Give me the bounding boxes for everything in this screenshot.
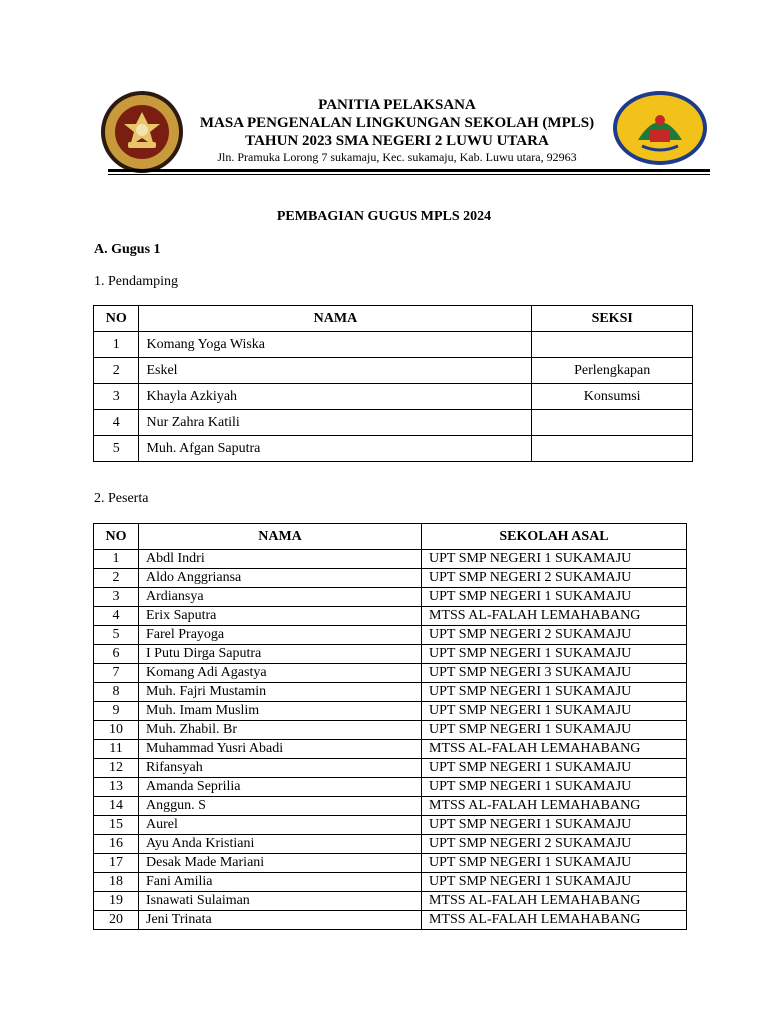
cell-sekolah-asal: UPT SMP NEGERI 3 SUKAMAJU [422, 664, 687, 683]
section-heading: A. Gugus 1 [94, 242, 161, 257]
cell-no: 5 [94, 626, 139, 645]
peserta-heading: 2. Peserta [94, 491, 149, 506]
cell-nama: Rifansyah [139, 759, 422, 778]
cell-seksi [532, 436, 693, 462]
pendamping-heading: 1. Pendamping [94, 274, 178, 289]
table-row [94, 778, 687, 797]
column-header-nama: NAMA [139, 524, 422, 550]
cell-nama: Desak Made Mariani [139, 854, 422, 873]
school-year-title: TAHUN 2023 SMA NEGERI 2 LUWU UTARA [245, 133, 549, 149]
school-address: Jln. Pramuka Lorong 7 sukamaju, Kec. sukamaju, Kab. Luwu utara, 92963 [217, 150, 577, 164]
document-title: PEMBAGIAN GUGUS MPLS 2024 [276, 209, 492, 224]
pendamping-table [93, 305, 693, 462]
cell-no: 2 [94, 358, 139, 384]
cell-sekolah-asal: MTSS AL-FALAH LEMAHABANG [422, 740, 687, 759]
cell-no: 8 [94, 683, 139, 702]
cell-nama: Muh. Zhabil. Br [139, 721, 422, 740]
cell-nama: Khayla Azkiyah [139, 384, 532, 410]
cell-no: 14 [94, 797, 139, 816]
cell-no: 19 [94, 892, 139, 911]
cell-nama: Ayu Anda Kristiani [139, 835, 422, 854]
cell-no: 20 [94, 911, 139, 930]
cell-sekolah-asal: UPT SMP NEGERI 2 SUKAMAJU [422, 569, 687, 588]
cell-nama: Abdl Indri [139, 550, 422, 569]
letterhead-divider-thick [108, 169, 710, 172]
peserta-table [93, 523, 687, 930]
cell-no: 4 [94, 607, 139, 626]
column-header-no: NO [94, 524, 139, 550]
table-row [94, 607, 687, 626]
cell-seksi: Perlengkapan [532, 358, 693, 384]
cell-sekolah-asal: UPT SMP NEGERI 1 SUKAMAJU [422, 645, 687, 664]
table-row [94, 436, 693, 462]
column-header-no: NO [94, 306, 139, 332]
cell-no: 7 [94, 664, 139, 683]
cell-seksi [532, 410, 693, 436]
table-row [94, 816, 687, 835]
cell-no: 1 [94, 332, 139, 358]
cell-sekolah-asal: MTSS AL-FALAH LEMAHABANG [422, 607, 687, 626]
table-row [94, 664, 687, 683]
cell-sekolah-asal: UPT SMP NEGERI 1 SUKAMAJU [422, 721, 687, 740]
event-title: MASA PENGENALAN LINGKUNGAN SEKOLAH (MPLS) [199, 115, 595, 131]
cell-no: 3 [94, 588, 139, 607]
cell-no: 6 [94, 645, 139, 664]
cell-sekolah-asal: UPT SMP NEGERI 1 SUKAMAJU [422, 816, 687, 835]
cell-no: 15 [94, 816, 139, 835]
cell-no: 18 [94, 873, 139, 892]
cell-no: 2 [94, 569, 139, 588]
cell-no: 16 [94, 835, 139, 854]
cell-no: 13 [94, 778, 139, 797]
cell-nama: Komang Yoga Wiska [139, 332, 532, 358]
cell-no: 9 [94, 702, 139, 721]
cell-nama: Komang Adi Agastya [139, 664, 422, 683]
cell-sekolah-asal: UPT SMP NEGERI 1 SUKAMAJU [422, 778, 687, 797]
table-row [94, 550, 687, 569]
cell-nama: Nur Zahra Katili [139, 410, 532, 436]
cell-sekolah-asal: MTSS AL-FALAH LEMAHABANG [422, 797, 687, 816]
column-header-seksi: SEKSI [532, 306, 693, 332]
table-row [94, 797, 687, 816]
cell-sekolah-asal: MTSS AL-FALAH LEMAHABANG [422, 911, 687, 930]
cell-no: 12 [94, 759, 139, 778]
cell-nama: Farel Prayoga [139, 626, 422, 645]
table-row [94, 854, 687, 873]
table-header-row [94, 524, 687, 550]
column-header-nama: NAMA [139, 306, 532, 332]
cell-nama: Aurel [139, 816, 422, 835]
cell-nama: Amanda Seprilia [139, 778, 422, 797]
cell-sekolah-asal: MTSS AL-FALAH LEMAHABANG [422, 892, 687, 911]
cell-sekolah-asal: UPT SMP NEGERI 1 SUKAMAJU [422, 702, 687, 721]
cell-nama: Muh. Afgan Saputra [139, 436, 532, 462]
scout-emblem-logo [100, 90, 184, 174]
table-row [94, 721, 687, 740]
cell-sekolah-asal: UPT SMP NEGERI 1 SUKAMAJU [422, 588, 687, 607]
cell-sekolah-asal: UPT SMP NEGERI 1 SUKAMAJU [422, 550, 687, 569]
table-row [94, 588, 687, 607]
cell-no: 10 [94, 721, 139, 740]
scout-emblem-icon [100, 90, 184, 174]
table-row [94, 626, 687, 645]
cell-nama: Erix Saputra [139, 607, 422, 626]
cell-nama: Fani Amilia [139, 873, 422, 892]
cell-no: 1 [94, 550, 139, 569]
cell-sekolah-asal: UPT SMP NEGERI 1 SUKAMAJU [422, 873, 687, 892]
table-row [94, 645, 687, 664]
letterhead [190, 96, 604, 164]
cell-nama: Anggun. S [139, 797, 422, 816]
cell-seksi [532, 332, 693, 358]
cell-sekolah-asal: UPT SMP NEGERI 1 SUKAMAJU [422, 759, 687, 778]
cell-sekolah-asal: UPT SMP NEGERI 2 SUKAMAJU [422, 626, 687, 645]
column-header-sekolah-asal: SEKOLAH ASAL [422, 524, 687, 550]
cell-nama: Eskel [139, 358, 532, 384]
table-row [94, 892, 687, 911]
letterhead-divider-thin [108, 174, 710, 175]
cell-nama: Isnawati Sulaiman [139, 892, 422, 911]
cell-no: 11 [94, 740, 139, 759]
table-row [94, 911, 687, 930]
table-header-row [94, 306, 693, 332]
cell-no: 17 [94, 854, 139, 873]
cell-nama: Ardiansya [139, 588, 422, 607]
table-row [94, 873, 687, 892]
table-row [94, 759, 687, 778]
cell-sekolah-asal: UPT SMP NEGERI 1 SUKAMAJU [422, 683, 687, 702]
cell-no: 3 [94, 384, 139, 410]
cell-nama: Muh. Fajri Mustamin [139, 683, 422, 702]
cell-nama: Muhammad Yusri Abadi [139, 740, 422, 759]
cell-nama: I Putu Dirga Saputra [139, 645, 422, 664]
cell-seksi: Konsumsi [532, 384, 693, 410]
cell-no: 5 [94, 436, 139, 462]
cell-no: 4 [94, 410, 139, 436]
table-row [94, 384, 693, 410]
table-row [94, 835, 687, 854]
cell-nama: Muh. Imam Muslim [139, 702, 422, 721]
table-row [94, 702, 687, 721]
table-row [94, 683, 687, 702]
cell-nama: Jeni Trinata [139, 911, 422, 930]
table-row [94, 358, 693, 384]
table-row [94, 410, 693, 436]
school-emblem-icon [612, 90, 708, 166]
cell-sekolah-asal: UPT SMP NEGERI 1 SUKAMAJU [422, 854, 687, 873]
table-row [94, 569, 687, 588]
table-row [94, 332, 693, 358]
cell-nama: Aldo Anggriansa [139, 569, 422, 588]
committee-title: PANITIA PELAKSANA [318, 97, 476, 113]
school-emblem-logo [612, 90, 708, 166]
table-row [94, 740, 687, 759]
cell-sekolah-asal: UPT SMP NEGERI 2 SUKAMAJU [422, 835, 687, 854]
